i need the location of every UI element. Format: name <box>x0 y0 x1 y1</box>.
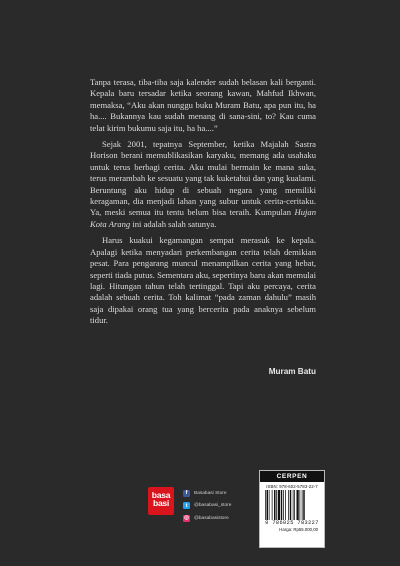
barcode-stripe <box>272 490 273 520</box>
barcode-stripe <box>290 490 292 520</box>
facebook-icon: f <box>183 490 190 497</box>
barcode-stripe <box>278 490 280 520</box>
social-twitter-label: @basabasi_store <box>194 503 232 508</box>
barcode-stripe <box>294 490 295 520</box>
book-title-italic: Hujan Kota Arang <box>90 207 316 229</box>
barcode-stripe <box>293 490 294 520</box>
author-signature: Muram Batu <box>268 367 316 376</box>
blurb-paragraph-2 <box>90 139 316 230</box>
barcode-stripe <box>297 490 299 520</box>
blurb-paragraph-2-tail: ini adalah salah satunya. <box>132 218 217 229</box>
social-twitter <box>183 501 231 511</box>
social-facebook <box>183 488 231 498</box>
barcode-bars <box>264 490 320 520</box>
barcode-stripe <box>285 490 286 520</box>
barcode-stripe <box>303 490 305 520</box>
blurb-paragraph-1: Tanpa terasa, tiba-tiba saja kalender sudah belasan kali berganti. Kepala baru tersadar ketika seorang kawan, Mahfud Ikhwan, memaksa, “Aku akan nunggu buku Muram Batu, apa pun itu, ha ha.... Bukannya kau sudah menang di sana-sini, to? Kau cuma telat kirim bukumu saja itu, ha ha....” <box>90 77 316 133</box>
social-instagram-label: @basabasistore <box>194 515 229 521</box>
barcode-stripe <box>283 490 284 520</box>
publisher-logo-line1: basa <box>151 490 171 500</box>
twitter-icon: t <box>183 502 190 509</box>
social-facebook-label: Basabasi Store <box>194 490 227 496</box>
barcode-stripe <box>276 490 277 520</box>
instagram-icon: ◎ <box>184 515 189 521</box>
barcode-stripe <box>302 490 303 520</box>
price-text: Harga: Rp55.000,00 <box>279 527 318 532</box>
publisher-logo-line2: basi <box>153 498 169 508</box>
publisher-social-links <box>183 488 231 526</box>
publisher-logo <box>148 487 174 515</box>
barcode-stripe <box>281 490 283 520</box>
barcode-stripe <box>265 490 266 520</box>
genre-label: CERPEN <box>260 471 324 482</box>
barcode-stripe <box>274 490 276 520</box>
barcode-digits: 9 786025 783227 <box>265 520 319 526</box>
isbn-text: ISBN: 978-602-5783-22-7 <box>266 484 318 489</box>
barcode-stripe <box>288 490 289 520</box>
barcode-block <box>259 470 325 548</box>
barcode-stripe <box>269 490 270 520</box>
barcode-stripe <box>267 490 269 520</box>
blurb-paragraph-2-text: Sejak 2001, tepatnya September, ketika Majalah Sastra Horison berani memublikasikan karyaku, memang ada usahaku untuk terus berbagi cerita. Aku mulai bermain ke mana suka, terus merambah ke sesuatu yang tak kuketahui dan yang kualami. Beruntung aku hidup di sebuah negara yang memiliki keragaman, dia menjadi lahan yang subur untuk cerita-ceritaku. Ya, meski semua itu tentu belum bisa teraih. Kumpulan <box>90 139 316 218</box>
social-instagram <box>183 513 231 523</box>
blurb-text <box>90 77 316 332</box>
barcode-stripe <box>300 490 301 520</box>
blurb-paragraph-3: Harus kuakui kegamangan sempat merasuk ke kepala. Apalagi ketika menyadari perkembangan cerita telah demikian pesat. Para pengarang muncul menampilkan cerita yang hebat, seperti tiada putus. Sementara aku, sepertinya baru akan memulai lagi. Hitungan tahun telah tertinggal. Tapi aku percaya, cerita adalah sebuah cerita. Toh kalimat “pada zaman dahulu” masih saja dipakai orang tua yang bercerita pada anaknya sebelum tidur. <box>90 235 316 326</box>
